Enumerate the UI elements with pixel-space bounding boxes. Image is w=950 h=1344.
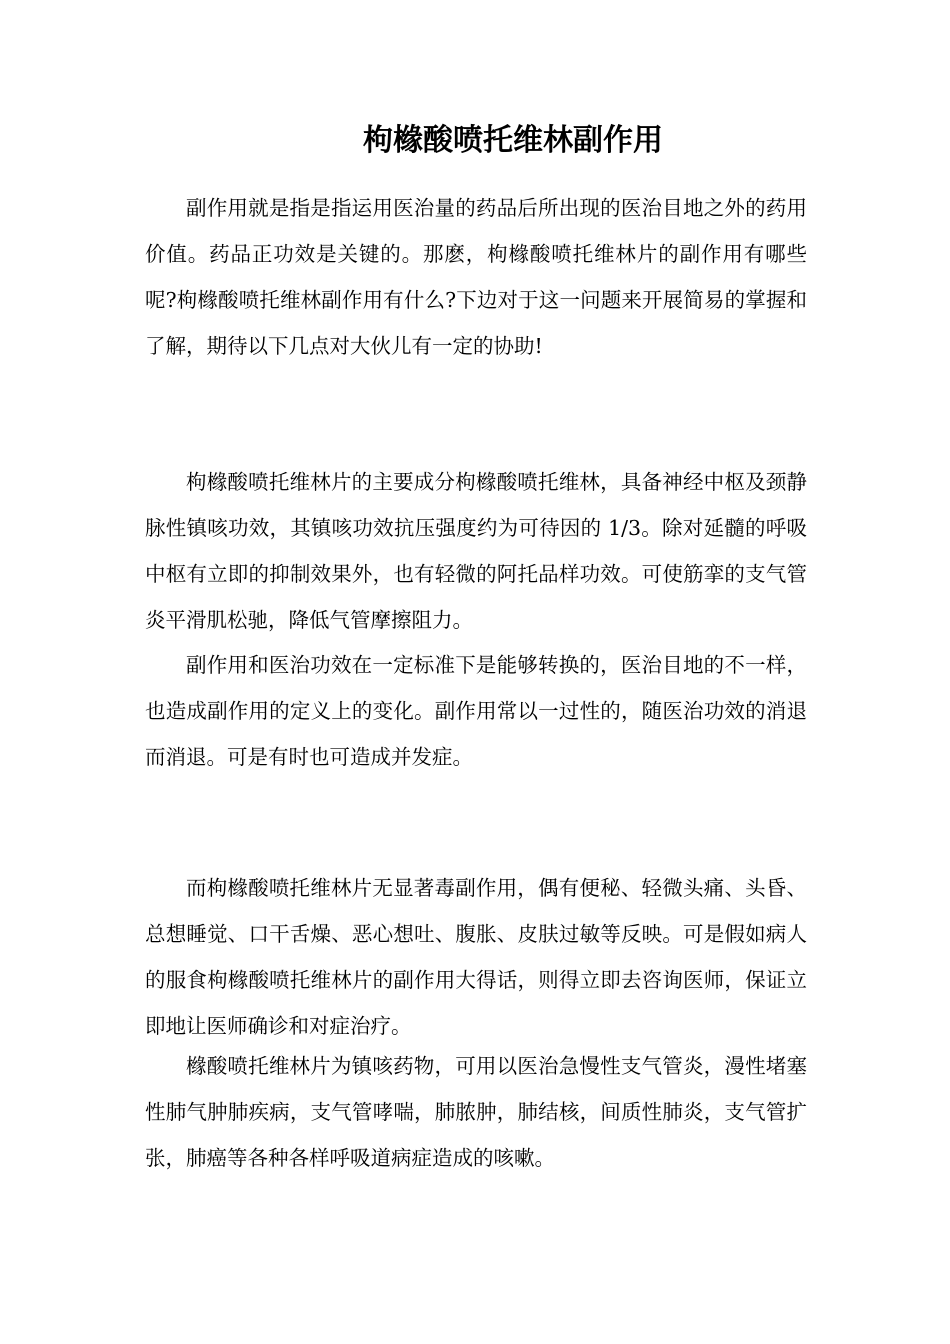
paragraph-side-effects: 而枸橼酸喷托维林片无显著毒副作用，偶有便秘、轻微头痛、头昏、总想睡觉、口干舌燥、恶心想吐、腹胀、皮肤过敏等反映。可是假如病人的服食枸橼酸喷托维林片的副作用大得话，则得立即去咨询医师，保证立即地让医师确诊和对症治疗。 <box>145 876 807 1038</box>
paragraph-conversion: 副作用和医治功效在一定标准下是能够转换的，医治目地的不一样，也造成副作用的定义上的变化。副作用常以一过性的，随医治功效的消退而消退。可是有时也可造成并发症。 <box>145 653 807 769</box>
paragraph-ingredients: 枸橼酸喷托维林片的主要成分枸橼酸喷托维林，具备神经中枢及颈静脉性镇咳功效，其镇咳功效抗压强度约为可待因的 1/3。除对延髓的呼吸中枢有立即的抑制效果外，也有轻微的阿托品样功效。可使筋挛的支气管炎平滑肌松驰，降低气管摩擦阻力。 <box>145 470 807 632</box>
paragraph-indications: 橼酸喷托维林片为镇咳药物，可用以医治急慢性支气管炎，漫性堵塞性肺气肿肺疾病，支气管哮喘，肺脓肿，肺结核，间质性肺炎，支气管扩张，肺癌等各种各样呼吸道病症造成的咳嗽。 <box>145 1054 807 1170</box>
document-title: 枸橼酸喷托维林副作用 <box>363 123 663 158</box>
paragraph-intro: 副作用就是指是指运用医治量的药品后所出现的医治目地之外的药用价值。药品正功效是关键的。那麽，枸橼酸喷托维林片的副作用有哪些呢?枸橼酸喷托维林副作用有什么?下边对于这一问题来开展简易的掌握和了解，期待以下几点对大伙儿有一定的协助! <box>145 196 807 358</box>
